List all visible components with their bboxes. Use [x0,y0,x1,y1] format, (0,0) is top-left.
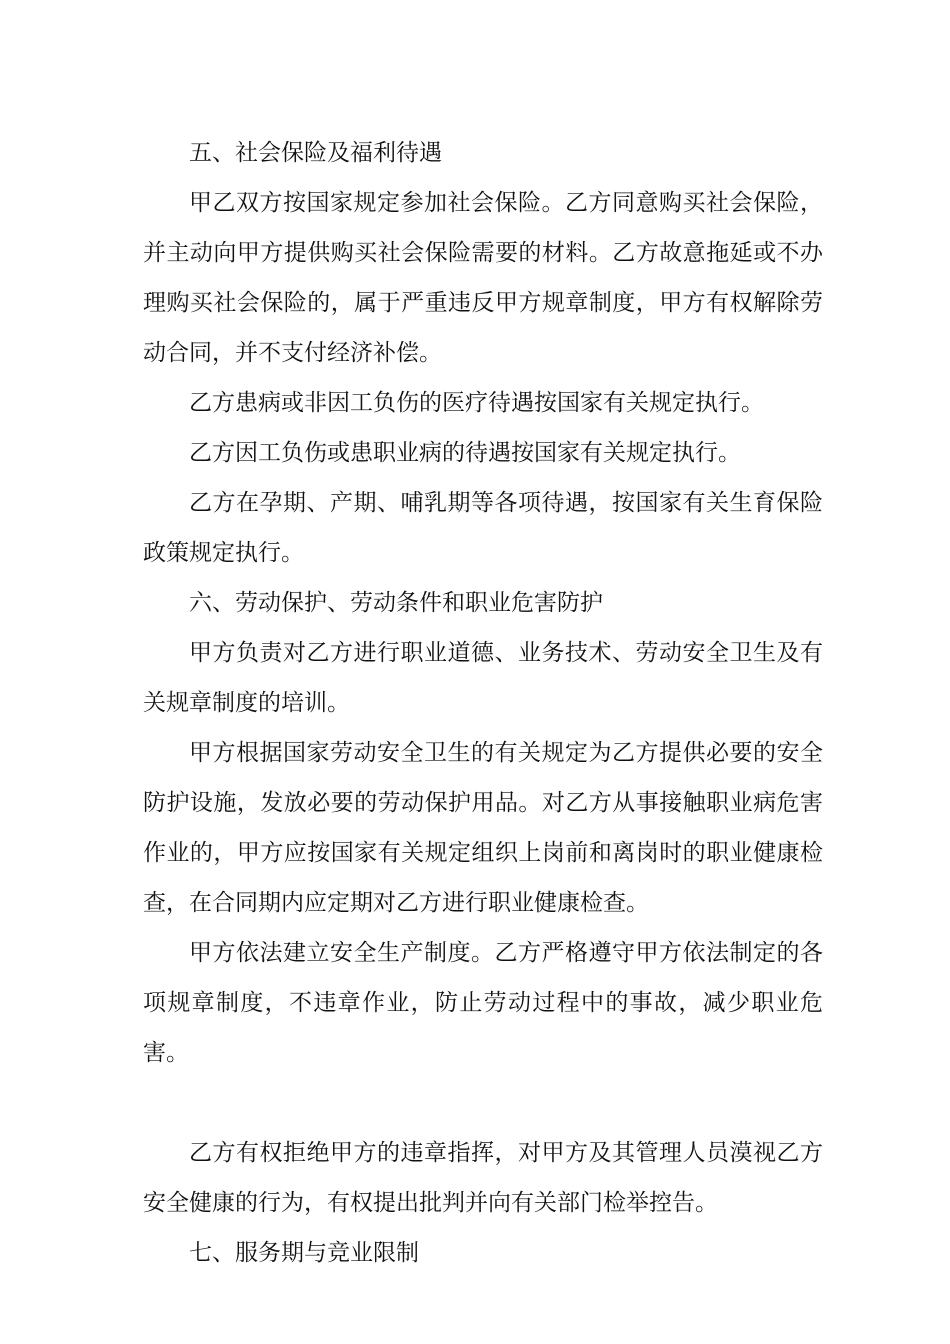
section-heading-labor-protection: 六、劳动保护、劳动条件和职业危害防护 [189,590,603,616]
paragraph-right-to-refuse: 乙方有权拒绝甲方的违章指挥，对甲方及其管理人员漠视乙方安全健康的行为，有权提出批判并向有关部门检举控告。 [143,1140,823,1216]
paragraph-safety-rules: 甲方依法建立安全生产制度。乙方严格遵守甲方依法制定的各项规章制度，不违章作业，防止劳动过程中的事故，减少职业危害。 [143,940,823,1066]
blank-line [143,1078,823,1128]
paragraph-social-insurance: 甲乙双方按国家规定参加社会保险。乙方同意购买社会保险，并主动向甲方提供购买社会保险需要的材料。乙方故意拖延或不办理购买社会保险的，属于严重违反甲方规章制度，甲方有权解除劳动合同，并不支付经济补偿。 [143,190,823,366]
document-body [143,128,823,1278]
paragraph-work-injury: 乙方因工负伤或患职业病的待遇按国家有关规定执行。 [189,440,741,466]
section-heading-service-period: 七、服务期与竞业限制 [189,1240,419,1266]
paragraph-maternity: 乙方在孕期、产期、哺乳期等各项待遇，按国家有关生育保险政策规定执行。 [143,490,823,566]
paragraph-training: 甲方负责对乙方进行职业道德、业务技术、劳动安全卫生及有关规章制度的培训。 [143,640,823,716]
section-heading-social-insurance: 五、社会保险及福利待遇 [189,140,442,166]
paragraph-medical-treatment: 乙方患病或非因工负伤的医疗待遇按国家有关规定执行。 [189,390,764,416]
paragraph-safety-facilities: 甲方根据国家劳动安全卫生的有关规定为乙方提供必要的安全防护设施，发放必要的劳动保护用品。对乙方从事接触职业病危害作业的，甲方应按国家有关规定组织上岗前和离岗时的职业健康检查，在合同期内应定期对乙方进行职业健康检查。 [143,740,823,916]
